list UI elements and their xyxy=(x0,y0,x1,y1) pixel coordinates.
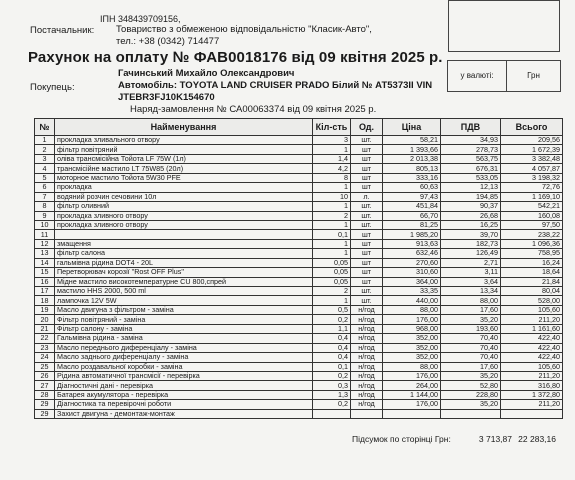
cell-vat: 13,34 xyxy=(441,287,501,296)
cell-num: 27 xyxy=(35,381,55,390)
cell-total: 528,00 xyxy=(501,296,563,305)
header-qty: Кіл-сть xyxy=(313,119,351,136)
cell-num: 15 xyxy=(35,268,55,277)
cell-name: Масло двигуна з фільтром - заміна xyxy=(55,305,313,314)
cell-unit: шт xyxy=(351,277,383,286)
cell-name: Масло роздавальної коробки - заміна xyxy=(55,362,313,371)
cell-price: 81,25 xyxy=(383,220,441,229)
cell-unit xyxy=(351,409,383,418)
cell-name: лампочка 12V 5W xyxy=(55,296,313,305)
cell-vat: 126,49 xyxy=(441,249,501,258)
cell-price: 352,00 xyxy=(383,353,441,362)
cell-name: прокладка зливного отвору xyxy=(55,211,313,220)
cell-total: 1 672,39 xyxy=(501,145,563,154)
cell-num: 21 xyxy=(35,324,55,333)
cell-total: 160,08 xyxy=(501,211,563,220)
cell-qty: 0,4 xyxy=(313,334,351,343)
table-row xyxy=(35,183,563,192)
cell-unit: шт xyxy=(351,183,383,192)
cell-vat: 88,00 xyxy=(441,296,501,305)
buyer-car: Автомобіль: TOYOTA LAND CRUISER PRADO Білий № АТ5373ІІ VIN xyxy=(118,80,433,91)
cell-price: 88,00 xyxy=(383,362,441,371)
cell-total: 105,60 xyxy=(501,305,563,314)
table-row xyxy=(35,343,563,352)
cell-price: 1 393,66 xyxy=(383,145,441,154)
cell-name: фільтр повітряний xyxy=(55,145,313,154)
table-row xyxy=(35,192,563,201)
cell-unit: шт. xyxy=(351,220,383,229)
cell-name: оліва трансмісійна Тойота LF 75W (1л) xyxy=(55,154,313,163)
cell-unit: н/год xyxy=(351,371,383,380)
header-name: Найменування xyxy=(55,119,313,136)
cell-total: 80,04 xyxy=(501,287,563,296)
cell-vat: 193,60 xyxy=(441,324,501,333)
cell-name: Діагностичні дані - перевірка xyxy=(55,381,313,390)
table-row xyxy=(35,362,563,371)
cell-vat: 34,93 xyxy=(441,136,501,145)
header-total: Всього xyxy=(501,119,563,136)
cell-price: 88,00 xyxy=(383,305,441,314)
cell-price: 176,00 xyxy=(383,371,441,380)
cell-name: моторное мастило Тойота 5W30 PFE xyxy=(55,173,313,182)
cell-total: 209,56 xyxy=(501,136,563,145)
cell-unit: н/год xyxy=(351,315,383,324)
cell-num: 3 xyxy=(35,154,55,163)
table-row xyxy=(35,287,563,296)
totals-sum: 22 283,16 xyxy=(518,434,556,444)
cell-vat: 676,31 xyxy=(441,164,501,173)
cell-unit: шт. xyxy=(351,287,383,296)
cell-num: 5 xyxy=(35,173,55,182)
cell-vat: 90,37 xyxy=(441,202,501,211)
cell-total xyxy=(501,409,563,418)
cell-num: 11 xyxy=(35,230,55,239)
cell-qty: 1 xyxy=(313,183,351,192)
cell-price: 176,00 xyxy=(383,315,441,324)
cell-vat: 35,20 xyxy=(441,371,501,380)
cell-qty: 1 xyxy=(313,202,351,211)
cell-name: фільтр оливний xyxy=(55,202,313,211)
cell-name: Захист двигуна - демонтаж-монтаж xyxy=(55,409,313,418)
cell-qty: 1 xyxy=(313,249,351,258)
table-row xyxy=(35,353,563,362)
table-row xyxy=(35,230,563,239)
cell-total: 72,76 xyxy=(501,183,563,192)
table-row xyxy=(35,164,563,173)
cell-num: 19 xyxy=(35,305,55,314)
cell-qty: 0,4 xyxy=(313,343,351,352)
supplier-name: Товариство з обмеженою відповідальністю "Класик-Авто", xyxy=(116,24,372,35)
cell-num: 17 xyxy=(35,287,55,296)
header-vat: ПДВ xyxy=(441,119,501,136)
table-row xyxy=(35,239,563,248)
cell-unit: шт. xyxy=(351,136,383,145)
cell-unit: шт xyxy=(351,145,383,154)
cell-qty: 1,3 xyxy=(313,390,351,399)
table-row xyxy=(35,371,563,380)
cell-name: Гальмівна рідина - заміна xyxy=(55,334,313,343)
header-price: Ціна xyxy=(383,119,441,136)
invoice-title: Рахунок на оплату № ФАВ0018176 від 09 квітня 2025 р. xyxy=(28,49,443,66)
table-row xyxy=(35,381,563,390)
cell-unit: н/год xyxy=(351,390,383,399)
supplier-details xyxy=(116,24,372,48)
table-row xyxy=(35,173,563,182)
cell-price: 270,60 xyxy=(383,258,441,267)
table-row xyxy=(35,315,563,324)
cell-total: 3 382,48 xyxy=(501,154,563,163)
cell-qty: 1 xyxy=(313,145,351,154)
cell-unit: шт. xyxy=(351,202,383,211)
cell-qty: 1 xyxy=(313,239,351,248)
table-row xyxy=(35,145,563,154)
table-header-row xyxy=(35,119,563,136)
header-box xyxy=(448,0,560,52)
currency-label: у валюті: xyxy=(448,61,507,91)
table-row xyxy=(35,268,563,277)
cell-unit: шт xyxy=(351,239,383,248)
cell-price: 632,46 xyxy=(383,249,441,258)
cell-qty: 0,1 xyxy=(313,362,351,371)
cell-qty: 1 xyxy=(313,296,351,305)
cell-num: 28 xyxy=(35,390,55,399)
items-table xyxy=(34,118,563,419)
cell-qty: 1,1 xyxy=(313,324,351,333)
cell-qty: 2 xyxy=(313,287,351,296)
cell-price: 2 013,38 xyxy=(383,154,441,163)
table-row xyxy=(35,390,563,399)
supplier-inn: ІПН 348439709156, xyxy=(100,14,181,24)
cell-price: 968,00 xyxy=(383,324,441,333)
cell-name: Діагностика та перевірочні роботи xyxy=(55,400,313,409)
cell-total: 3 198,32 xyxy=(501,173,563,182)
cell-num: 14 xyxy=(35,258,55,267)
cell-unit: шт xyxy=(351,258,383,267)
cell-vat: 533,05 xyxy=(441,173,501,182)
cell-vat: 35,20 xyxy=(441,315,501,324)
cell-num: 25 xyxy=(35,362,55,371)
cell-unit: шт xyxy=(351,164,383,173)
cell-qty xyxy=(313,409,351,418)
cell-total: 542,21 xyxy=(501,202,563,211)
cell-qty: 3 xyxy=(313,136,351,145)
cell-total: 422,40 xyxy=(501,353,563,362)
cell-price: 66,70 xyxy=(383,211,441,220)
cell-name: гальмівна рідина DOT4 - 20L xyxy=(55,258,313,267)
cell-vat: 17,60 xyxy=(441,362,501,371)
cell-price: 58,21 xyxy=(383,136,441,145)
cell-price: 440,00 xyxy=(383,296,441,305)
cell-qty: 0,1 xyxy=(313,230,351,239)
cell-unit: л. xyxy=(351,192,383,201)
cell-num: 16 xyxy=(35,277,55,286)
cell-qty: 0,2 xyxy=(313,400,351,409)
table-row xyxy=(35,305,563,314)
cell-qty: 2 xyxy=(313,211,351,220)
header-unit: Од. xyxy=(351,119,383,136)
cell-num: 29 xyxy=(35,400,55,409)
totals-row xyxy=(0,432,575,444)
cell-vat: 52,80 xyxy=(441,381,501,390)
cell-total: 97,50 xyxy=(501,220,563,229)
cell-unit: н/год xyxy=(351,381,383,390)
cell-name: прокладка зливального отвору xyxy=(55,136,313,145)
cell-price: 364,00 xyxy=(383,277,441,286)
cell-qty: 0,3 xyxy=(313,381,351,390)
cell-num: 8 xyxy=(35,202,55,211)
cell-vat xyxy=(441,409,501,418)
cell-total: 422,40 xyxy=(501,334,563,343)
cell-price: 352,00 xyxy=(383,343,441,352)
cell-num: 12 xyxy=(35,239,55,248)
cell-vat: 12,13 xyxy=(441,183,501,192)
cell-total: 316,80 xyxy=(501,381,563,390)
cell-price xyxy=(383,409,441,418)
cell-price: 97,43 xyxy=(383,192,441,201)
table-body xyxy=(35,136,563,419)
cell-num: 7 xyxy=(35,192,55,201)
cell-qty: 4,2 xyxy=(313,164,351,173)
cell-name: Рідина автоматичної трансмісії - перевірка xyxy=(55,371,313,380)
cell-total: 1 169,10 xyxy=(501,192,563,201)
cell-vat: 70,40 xyxy=(441,343,501,352)
table-row xyxy=(35,249,563,258)
table-row xyxy=(35,409,563,418)
table-row xyxy=(35,324,563,333)
cell-vat: 35,20 xyxy=(441,400,501,409)
cell-price: 1 144,00 xyxy=(383,390,441,399)
cell-name: Масло заднього диференціалу - заміна xyxy=(55,353,313,362)
cell-vat: 3,64 xyxy=(441,277,501,286)
table-row xyxy=(35,296,563,305)
cell-qty: 10 xyxy=(313,192,351,201)
cell-vat: 17,60 xyxy=(441,305,501,314)
supplier-phone: тел.: +38 (0342) 714477 xyxy=(116,36,220,47)
cell-qty: 1 xyxy=(313,220,351,229)
cell-vat: 16,25 xyxy=(441,220,501,229)
cell-total: 16,24 xyxy=(501,258,563,267)
cell-price: 33,35 xyxy=(383,287,441,296)
cell-num: 4 xyxy=(35,164,55,173)
cell-unit: н/год xyxy=(351,400,383,409)
cell-price: 805,13 xyxy=(383,164,441,173)
cell-num: 6 xyxy=(35,183,55,192)
cell-total: 105,60 xyxy=(501,362,563,371)
cell-total: 1 372,80 xyxy=(501,390,563,399)
cell-unit: шт. xyxy=(351,296,383,305)
cell-name: Перетворювач корозії "Rost OFF Plus" xyxy=(55,268,313,277)
cell-qty: 1,4 xyxy=(313,154,351,163)
cell-unit: н/год xyxy=(351,362,383,371)
cell-name: фільтр салона xyxy=(55,249,313,258)
currency-box xyxy=(447,60,561,92)
cell-num: 2 xyxy=(35,145,55,154)
cell-num: 20 xyxy=(35,315,55,324)
cell-num: 23 xyxy=(35,343,55,352)
cell-name: змащення xyxy=(55,239,313,248)
cell-total: 21,84 xyxy=(501,277,563,286)
cell-price: 310,60 xyxy=(383,268,441,277)
cell-price: 913,63 xyxy=(383,239,441,248)
table-row xyxy=(35,220,563,229)
cell-num: 18 xyxy=(35,296,55,305)
cell-vat: 26,68 xyxy=(441,211,501,220)
cell-unit: шт xyxy=(351,230,383,239)
cell-total: 211,20 xyxy=(501,315,563,324)
cell-vat: 70,40 xyxy=(441,353,501,362)
cell-vat: 182,73 xyxy=(441,239,501,248)
cell-price: 333,16 xyxy=(383,173,441,182)
header-num: № xyxy=(35,119,55,136)
cell-unit: шт. xyxy=(351,211,383,220)
totals-label: Підсумок по сторінці Грн: xyxy=(352,434,451,444)
cell-qty: 0,05 xyxy=(313,277,351,286)
supplier-label: Постачальник: xyxy=(30,25,95,36)
cell-price: 352,00 xyxy=(383,334,441,343)
table-row xyxy=(35,136,563,145)
cell-num: 9 xyxy=(35,211,55,220)
cell-num: 13 xyxy=(35,249,55,258)
table-row xyxy=(35,211,563,220)
table-row xyxy=(35,154,563,163)
cell-name: Фільтр салону - заміна xyxy=(55,324,313,333)
cell-name: Масло переднього диференціалу - заміна xyxy=(55,343,313,352)
cell-num: 26 xyxy=(35,371,55,380)
cell-total: 1 161,60 xyxy=(501,324,563,333)
cell-name: Фільтр повітряний - заміна xyxy=(55,315,313,324)
cell-unit: н/год xyxy=(351,305,383,314)
cell-total: 758,95 xyxy=(501,249,563,258)
cell-name: Батарея акумулятора - перевірка xyxy=(55,390,313,399)
cell-num: 29 xyxy=(35,409,55,418)
currency-value: Грн xyxy=(527,71,540,80)
cell-qty: 0,05 xyxy=(313,258,351,267)
cell-vat: 3,11 xyxy=(441,268,501,277)
cell-price: 451,84 xyxy=(383,202,441,211)
cell-vat: 39,70 xyxy=(441,230,501,239)
cell-price: 264,00 xyxy=(383,381,441,390)
buyer-label: Покупець: xyxy=(30,82,75,93)
cell-name: прокладка xyxy=(55,183,313,192)
cell-total: 211,20 xyxy=(501,400,563,409)
buyer-name: Гачинський Михайло Олександрович xyxy=(118,68,295,79)
table-row xyxy=(35,400,563,409)
cell-total: 18,64 xyxy=(501,268,563,277)
table-row xyxy=(35,277,563,286)
cell-unit: шт xyxy=(351,173,383,182)
cell-unit: н/год xyxy=(351,334,383,343)
totals-vat: 3 713,87 xyxy=(478,434,512,444)
table-row xyxy=(35,202,563,211)
cell-num: 24 xyxy=(35,353,55,362)
cell-num: 22 xyxy=(35,334,55,343)
cell-num: 10 xyxy=(35,220,55,229)
table-row xyxy=(35,334,563,343)
cell-total: 211,20 xyxy=(501,371,563,380)
cell-unit: шт xyxy=(351,268,383,277)
cell-qty: 0,2 xyxy=(313,315,351,324)
cell-name xyxy=(55,230,313,239)
cell-total: 4 057,87 xyxy=(501,164,563,173)
cell-vat: 194,85 xyxy=(441,192,501,201)
cell-name: мастило HHS 2000, 500 ml xyxy=(55,287,313,296)
cell-total: 422,40 xyxy=(501,343,563,352)
cell-unit: шт xyxy=(351,154,383,163)
cell-vat: 228,80 xyxy=(441,390,501,399)
cell-qty: 0,4 xyxy=(313,353,351,362)
cell-vat: 278,73 xyxy=(441,145,501,154)
table-row xyxy=(35,258,563,267)
cell-unit: н/год xyxy=(351,343,383,352)
cell-price: 60,63 xyxy=(383,183,441,192)
cell-num: 1 xyxy=(35,136,55,145)
buyer-details xyxy=(118,68,432,104)
cell-price: 1 985,20 xyxy=(383,230,441,239)
cell-unit: шт xyxy=(351,249,383,258)
cell-qty: 0,2 xyxy=(313,371,351,380)
cell-qty: 0,05 xyxy=(313,268,351,277)
order-reference: Наряд-замовлення № СА00063374 від 09 квітня 2025 р. xyxy=(130,104,377,115)
cell-total: 238,22 xyxy=(501,230,563,239)
cell-unit: н/год xyxy=(351,353,383,362)
cell-qty: 8 xyxy=(313,173,351,182)
buyer-vin: JTEBR3FJ10K154670 xyxy=(118,92,215,103)
cell-name: трансмісійне мастило LT 75W85 (20л) xyxy=(55,164,313,173)
cell-name: прокладка зливного отвору xyxy=(55,220,313,229)
cell-total: 1 096,36 xyxy=(501,239,563,248)
cell-vat: 70,40 xyxy=(441,334,501,343)
cell-vat: 2,71 xyxy=(441,258,501,267)
cell-qty: 0,5 xyxy=(313,305,351,314)
cell-price: 176,00 xyxy=(383,400,441,409)
cell-name: водяний розчин сечовини 10л xyxy=(55,192,313,201)
cell-name: Мідне мастило високотемпературне CU 800,спрей xyxy=(55,277,313,286)
cell-unit: н/год xyxy=(351,324,383,333)
cell-vat: 563,75 xyxy=(441,154,501,163)
